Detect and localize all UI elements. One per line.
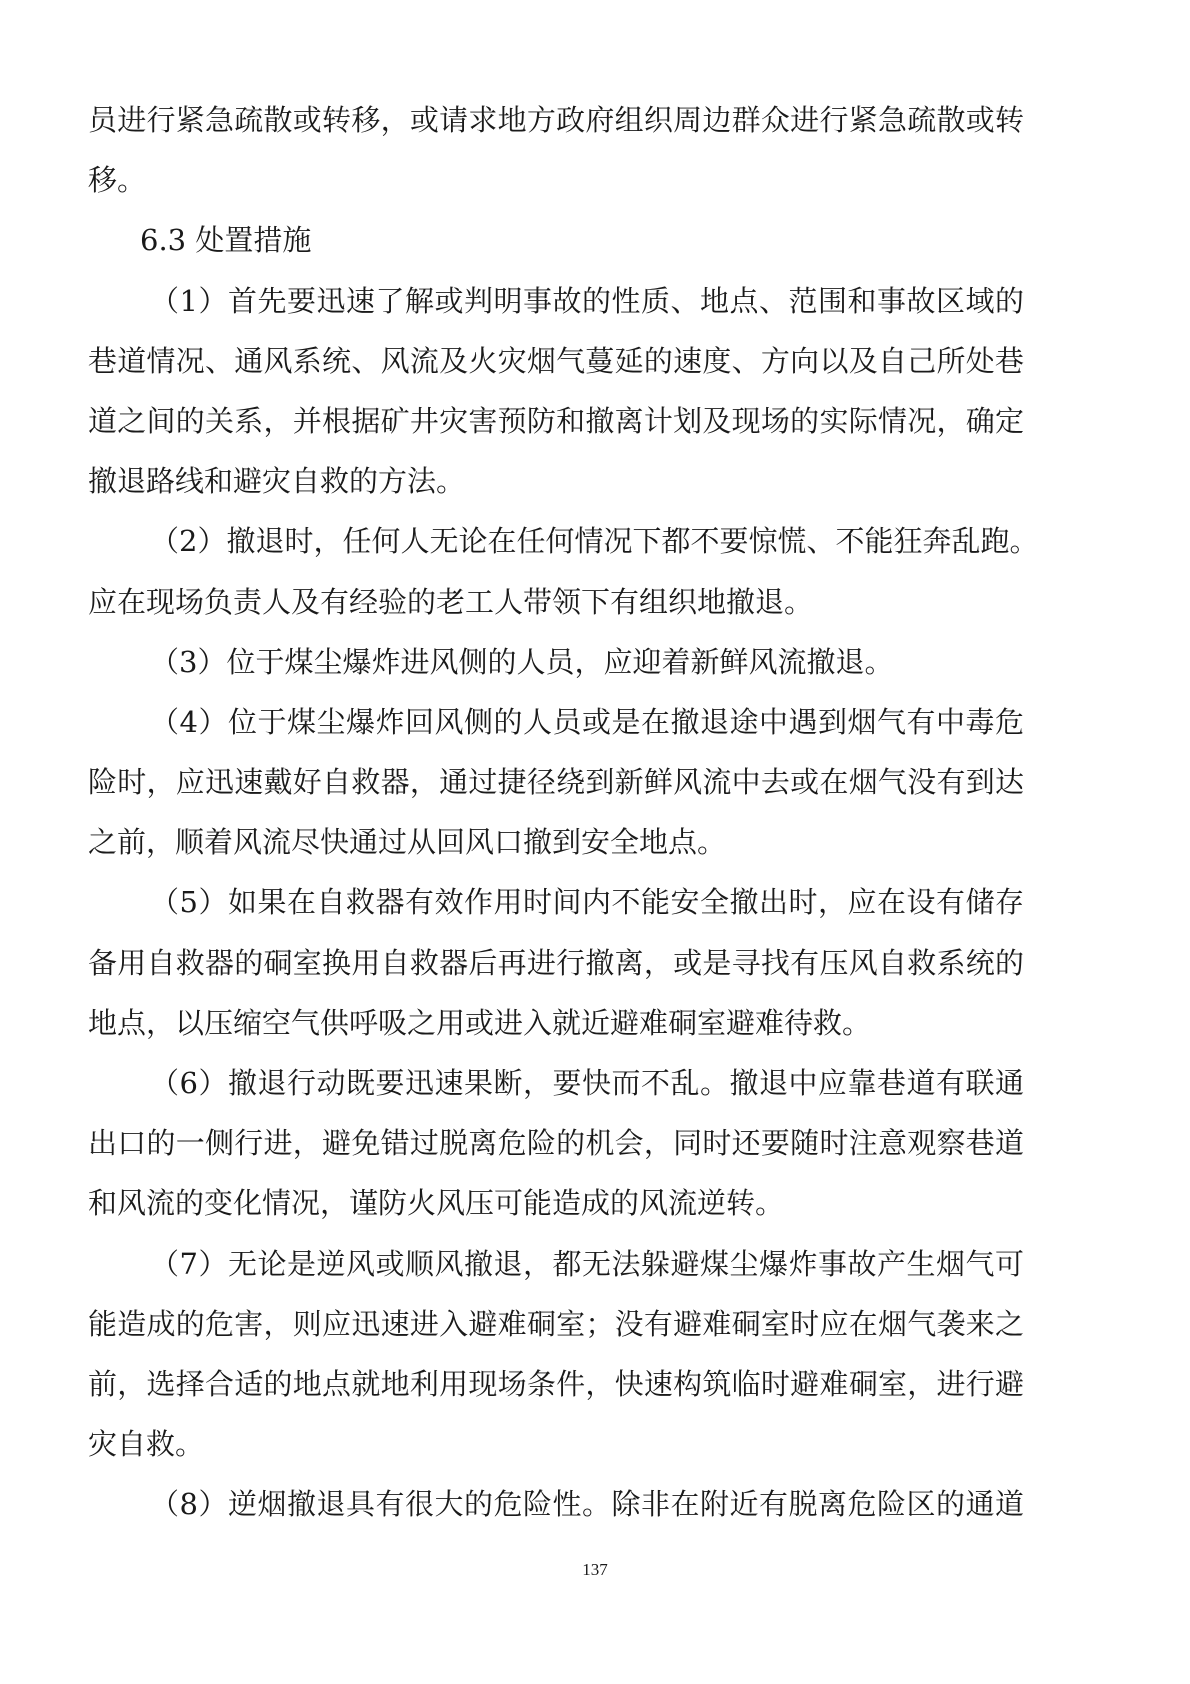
text-line: （1）首先要迅速了解或判明事故的性质、地点、范围和事故区域的 [150,283,1024,318]
text-line: 地点，以压缩空气供呼吸之用或进入就近避难硐室避难待救。 [88,1005,872,1040]
text-line: （2）撤退时，任何人无论在任何情况下都不要惊慌、不能狂奔乱跑。 [150,524,1039,559]
text-line: （6）撤退行动既要迅速果断，要快而不乱。撤退中应靠巷道有联通 [150,1066,1024,1100]
text-line: 出口的一侧行进，避免错过脱离危险的机会，同时还要随时注意观察巷道 [88,1126,1024,1161]
text-line: （3）位于煤尘爆炸进风侧的人员，应迎着新鲜风流撤退。 [150,644,894,679]
text-line: 应在现场负责人及有经验的老工人带领下有组织地撤退。 [88,584,814,619]
text-line: 和风流的变化情况，谨防火风压可能造成的风流逆转。 [88,1186,785,1221]
text-line: 巷道情况、通风系统、风流及火灾烟气蔓延的速度、方向以及自己所处巷 [88,343,1024,378]
text-line: 备用自救器的硐室换用自救器后再进行撤离，或是寻找有压风自救系统的 [88,945,1024,980]
page-number: 137 [582,1560,608,1579]
text-line: 之前，顺着风流尽快通过从回风口撤到安全地点。 [88,825,727,860]
text-line: 前，选择合适的地点就地利用现场条件，快速构筑临时避难硐室，进行避 [88,1366,1024,1401]
text-line: （5）如果在自救器有效作用时间内不能安全撤出时，应在设有储存 [150,885,1024,920]
section-heading: 6.3 处置措施 [140,223,312,258]
text-line: 道之间的关系，并根据矿井灾害预防和撤离计划及现场的实际情况，确定 [88,403,1024,438]
text-line: 员进行紧急疏散或转移，或请求地方政府组织周边群众进行紧急疏散或转 [88,103,1024,137]
text-line: （8）逆烟撤退具有很大的危险性。除非在附近有脱离危险区的通道 [150,1487,1024,1522]
text-line: （4）位于煤尘爆炸回风侧的人员或是在撤退途中遇到烟气有中毒危 [150,704,1024,739]
text-line: 能造成的危害，则应迅速进入避难硐室；没有避难硐室时应在烟气袭来之 [88,1306,1024,1341]
text-line: 撤退路线和避灾自救的方法。 [88,464,466,499]
text-line: 险时，应迅速戴好自救器，通过捷径绕到新鲜风流中去或在烟气没有到达 [88,765,1024,800]
text-line: 移。 [88,163,147,198]
text-line: 灾自救。 [88,1427,205,1462]
text-line: （7）无论是逆风或顺风撤退，都无法躲避煤尘爆炸事故产生烟气可 [150,1246,1024,1281]
document-body [88,90,1039,1535]
